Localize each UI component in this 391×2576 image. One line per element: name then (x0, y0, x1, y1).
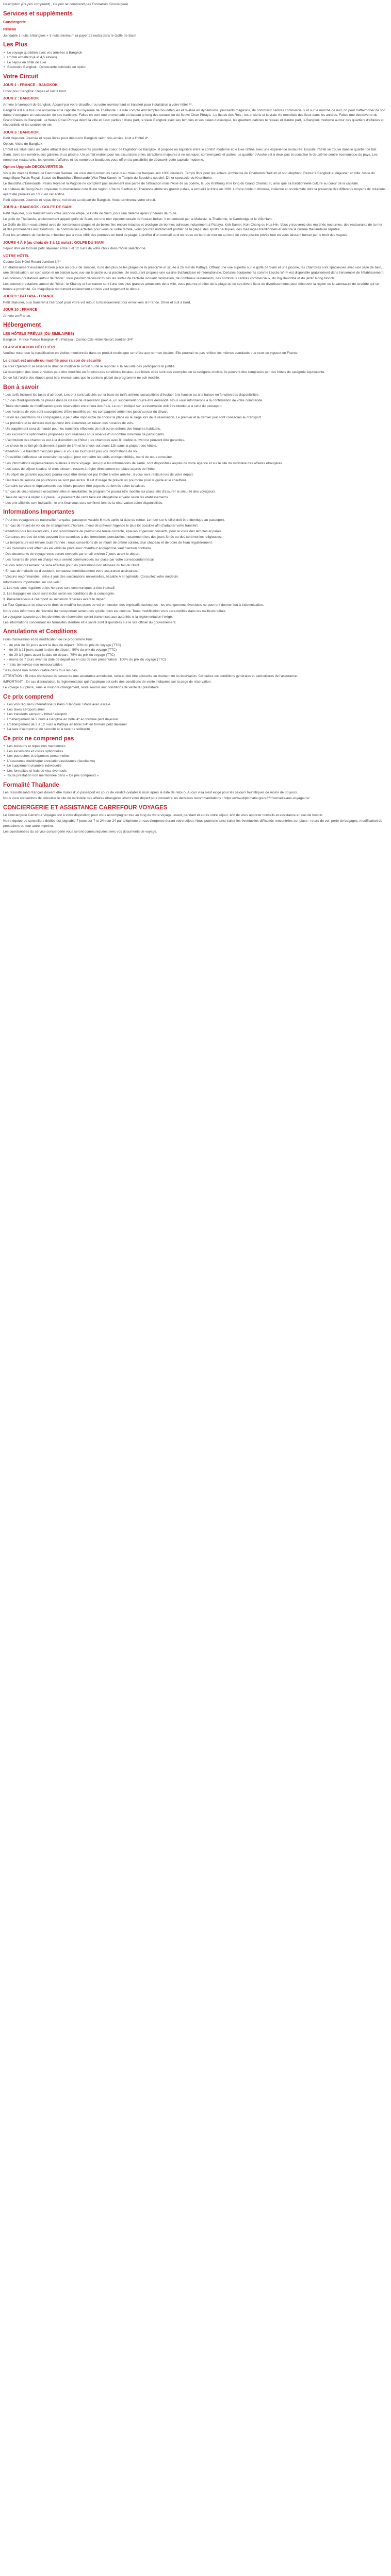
paragraph: * Les excursions optionnelles proposées sont réalisées sous réserve d'un nombre minimum de participants. (3, 433, 165, 437)
paragraph: * Pour les voyageurs de nationalité française, passeport valable 6 mois après la date de retour. Le nom sur le billet doit être identique au passeport. (3, 518, 225, 522)
list-item: • * frais de service non remboursables (7, 663, 386, 668)
section-heading: Formalité Thaïlande (3, 782, 59, 788)
paragraph: Pour les amateurs de farniente, n'hésitez pas à vous offrir des journées en bord de plage, à profiter d'un cocktail ou d'un repas en bord de mer ou au bord de votre piscine privée tout en vous laissant bercer par le bruit des vagues. (3, 233, 348, 238)
paragraph: * Vaccins recommandés : mise à jour des vaccinations universelles, hépatite A et typhoïde. Consultez votre médecin. (3, 575, 179, 579)
paragraph: Le Conciergerie Carrefour Voyages est à votre disposition pour vous accompagner tout au long de votre voyage, avant, pendant et après votre séjour, afin de vous apporter conseils et assistance en cas de besoin. (3, 814, 323, 818)
paragraph: ATTENTION : Si vous choisissez de souscrire une assurance annulation, celle-ci doit être souscrite au moment de la réservation. Consultez les conditions générales et particulières de l'assurance. (3, 674, 298, 679)
list-item: • Les excursions et visites optionnelles (7, 749, 386, 754)
document-body (3, 10, 386, 835)
paragraph: Nous vous conseillons de consulter le site du ministère des affaires étrangères avant votre départ pour connaître les dernières recommandations : https://www.diplomatie.gouv.fr/fr/conseils-aux-voyageurs/ (3, 796, 309, 801)
paragraph: Les bonnes prestations autour de l'hôtel : vous pourrez découvrir toutes les sortes de l'activité incluant l'animation, de nombreux restaurants, des nombreux centres commerciaux, du Big Bouddha et du jardin Nong Nooch. (3, 277, 335, 281)
paragraph: Nous vous informons de l'identité du transporteur aérien dès qu'elle nous est connue. Toute modification vous sera notifiée dans les meilleurs délais. (3, 609, 226, 613)
bullet-list (3, 50, 386, 70)
section-heading: Informations Importantes (3, 509, 75, 516)
list-item: • Les pourboires et dépenses personnelles (7, 754, 386, 759)
paragraph: Un établissement excellent et bien placé au cœur de Jomtien, l'une des plus belles plages de la presqu'île et située à 25 min de Pattaya. Offrant une vue superbe sur le golfe de Siam et une piscine, les chambres sont spacieuses avec une salle de bain, une climatisation, un coin salon et un balcon avec vue sur le jardin ou la piscine. Un restaurant propose une cuisine thaïlandaise et internationale. Certains équipements comme l'accès Wi-Fi est disponible gratuitement dans l'ensemble de l'établissement. (3, 266, 385, 275)
list-item: • Le séjour en hôtel de luxe (7, 60, 386, 65)
paragraph: 2. Les bagages en soute sont inclus selon les conditions de la compagnie. (3, 592, 115, 596)
paragraph: * Selon les conditions des compagnies, il peut être impossible de choisir la place ou le siège lors de la réservation. Le premier et le dernier jour sont consacrés au transport. (3, 416, 262, 420)
section-heading: Les Plus (3, 42, 28, 48)
paragraph: * Taxe de séjour à régler sur place. Le paiement de cette taxe est obligatoire et varie selon les établissements. (3, 495, 169, 499)
paragraph: Les coordonnées du service conciergerie vous seront communiquées avec vos documents de voyage. (3, 829, 157, 834)
paragraph: Option: Visite de Bangkok (3, 142, 42, 146)
subsection-heading: JOUR 10 : FRANCE (3, 307, 38, 312)
paragraph: * Des documents de voyage vous seront envoyés par email environ 7 jours avant le départ. (3, 552, 141, 556)
bullet-list (3, 643, 386, 668)
paragraph: * En cas de retard de vol ou de changement d'horaire, merci de prévenir l'agence le plus tôt possible afin d'adapter votre transfert. (3, 523, 199, 528)
subsection-heading: JOUR 2 : BANGKOK (3, 96, 39, 101)
paragraph: * Les tarifs incluent les taxes d'aéroport. Les prix sont calculés sur la base de tarifs aériens susceptibles d'évoluer à la hausse ou à la baisse en fonction des disponibilités. (3, 393, 259, 397)
paragraph: Joindable 1 nuits à Bangkok + 3 nuits minimum (à payer 22 nuits) dans le Golfe de Siam (3, 33, 136, 38)
list-item: • Les transferts aéroport / hôtel / aéroport (7, 712, 386, 717)
list-item: • Toute prestation non mentionnée dans « Ce prix comprend » (7, 773, 386, 778)
paragraph: Visite du marché flottant de Damnoen Saduak, où vous découvrirez les canaux au milieu de barques aux 1000 couleurs. Temps libre pour les achats. Ambiance de Chaïnatun Radium et son éléphant. Retour à Bangkok et déjeuner en ville. Visite du magnifique Palais Royal. Statue du Bouddha d'Émeraude (Wat Phra Kaew), le Temple du Bouddha couché. Dîner spectacle du Khanthoke. (3, 171, 375, 180)
paragraph: * Attention : Le transfert n'est pas prévu si vous ne fournissez pas vos informations de vol. (3, 450, 139, 454)
paragraph: Les informations concernant les formalités d'entrée et la santé sont disponibles sur le site officiel du gouvernement. (3, 620, 176, 624)
paragraph: Arrivée à l'aéroport de Bangkok. Accueil par votre chauffeur ou votre représentant et transfert pour installation à votre hôtel 4*. (3, 103, 193, 107)
paragraph: Petit déjeuner. Journée et repas libres, vol direct au départ de Bangkok. Vous terminerez votre circuit. (3, 198, 156, 202)
paragraph: Le voyageur accepte que les données de réservation soient transmises aux autorités si la réglementation l'exige. (3, 615, 173, 619)
list-item: • Les vols réguliers internationaux Paris / Bangkok / Paris avec escale (7, 702, 386, 707)
list-item: • Le voyage quotidien avec vos arrivées à Bangkok (7, 50, 386, 56)
paragraph: Cosmo Cde Hôtel Resort Jomtien 3/4* (3, 260, 61, 264)
paragraph: * Un supplément sera demandé pour les transferts effectués de nuit ou en dehors des horaires habituels. (3, 427, 161, 431)
section-heading: CONCIERGERIE ET ASSISTANCE CARREFOUR VOYAGES (3, 804, 168, 811)
paragraph: Frais d'annulation et de modification de ce programme Plus : (3, 637, 95, 641)
paragraph: * Aucun remboursement ne sera effectué pour les prestations non utilisées du fait du client. (3, 564, 140, 568)
list-item: • L'hébergement de 2 nuits à Bangkok en hôtel 4* en formule petit déjeuner (7, 717, 386, 722)
subsection-heading: VOTRE HÔTEL (3, 253, 30, 258)
list-item: • - de plus de 30 jours avant la date de départ : 30% du prix du voyage (TTC) (7, 643, 386, 648)
paragraph: Petit déjeuner. Journée et repas libres pour découvrir Bangkok selon vos envies. Nuit à l'hôtel 4*. (3, 137, 149, 141)
list-item: • Souvenirs Bangkok : Découverte culturelle en option (7, 65, 386, 70)
subsection-heading: JOUR 3 : BANGKOK (3, 129, 39, 134)
subsection-heading: Le circuit est annulé ou modifié pour raison de sécurité (3, 358, 101, 363)
paragraph: * En cas de circonstances exceptionnelles et inévitables, le programme pourra être modifié sur place afin d'assurer la sécurité des voyageurs. (3, 489, 217, 494)
paragraph: * Les informations réglementaires relatives à votre voyage, ainsi que les informations de santé, sont disponibles auprès de votre agence et sur le site du ministère des affaires étrangères. (3, 461, 284, 465)
list-item: • L'hébergement de 3 à 12 nuits à Pattaya en hôtel 3/4* en formule petit déjeuner (7, 722, 386, 727)
section-heading: Ce prix ne comprend pas (3, 735, 74, 742)
paragraph: * Les transferts sont effectués en véhicule privé avec chauffeur anglophone sauf mention contraire. (3, 547, 152, 551)
paragraph: * Attention pour les excursions, il est recommandé de prévoir une tenue correcte, épaules et genoux couverts, pour la visite des temples et palais. (3, 529, 222, 533)
section-heading: Annulations et Conditions (3, 629, 77, 635)
paragraph: Envol pour Bangkok. Repas et nuit à bord. (3, 89, 67, 93)
paragraph: Le golfe de Thaïlande, anciennement appelé golfe de Siam, est une mer épicontinentale de l'océan Indien. Il est entouré par la Malaisie, la Thaïlande, le Cambodge et le Viêt Nam. (3, 217, 273, 221)
paragraph: L'hôtel est situé dans un cadre attractif des échappements paisible au coeur de l'agitation de Bangkok. Il propose un équilibre entre le confort moderne et le luxe raffiné avec une expérience restaurée. Ensuite, l'hôtel se trouve dans le quartier de Bat Siam, avec ses nombreuses galeries et sa piscine. Un parfait endroit pour les excursions et les attractions majeures à ne manquer, commerçants et autres. Le quartier d'Asoke est à deux pas et constitue le deuxième centre économique du pays. Les nombreux restaurants, les centres d'affaires et les nombreux boutiques vous offrent la possibilité de découvrir cette capitale moderne. (3, 148, 378, 162)
paragraph: Arrivée en France. (3, 314, 31, 318)
subsection-heading: JOURS 4 À 9 (au choix de 3 à 12 nuits) : GOLFE DU SIAM (3, 240, 104, 245)
subsection-heading: Réseau (3, 27, 17, 32)
paragraph: Bangkok est à la fois une ancienne et la capitale du royaume de Thaïlande. La ville compte 400 temples bouddhiques et rivalise en dynamisme, puissants magasins, de nombreux centres commerciaux et sur le marché de nuit, on peut s'affaironner de son dame s'occupant en succession de ses traditions. Faites en sont une promenade en bateau le long des canaux ou du fleuve Chao Phraya ; Le fleuve des Rois : les anciens et la vraie vie mondiale des lieux dans les années. Faites une découverte du Grand Palais de Bangkok. Le fleuve Chao Phraya décrit la ville et deux parties : d'une part, le vieux Bangkok avec ses temples et ses palais d'Asiatique, les quartiers cabines le réseau et d'autre part, la Bangkok moderne autour des quartiers d'affaires et résidentiels et les centres de vie. (3, 108, 386, 127)
paragraph: Les bonnes prestations autour de l'hôtel : le Khanoy et l'art nature sont l'une des plus grandes attractions de la ville, vous pourrez profiter de la plage ou de ses divers lieux de divertissements pour découvrir la région ou le sanctuaire de la vérité qui se trouve à proximité. Ce magnifique monument entièrement en bois vaut largement le détour. (3, 282, 379, 291)
paragraph: 3. Présentez-vous à l'aéroport au minimum 3 heures avant le départ. (3, 598, 107, 602)
paragraph: Notre équipe de conseillers dédiée est joignable 7 jours sur 7 et 24h sur 24 par téléphone en cas d'urgence durant votre séjour. Nous pourrons ainsi traiter les éventuelles difficultés rencontrées sur place : retard de vol, perte de bagages, modification de prestations ou tout autre imprévu. (3, 819, 383, 828)
list-item: • La taxe d'aéroport et de sécurité et la taxe de solidarité (7, 727, 386, 732)
paragraph: * Les horaires de prise en charge vous seront communiqués sur place par votre correspondant local. (3, 558, 155, 562)
paragraph: * En cas de maladie ou d'accident, contactez immédiatement votre assurance assistance. (3, 569, 138, 573)
paragraph: * Certaines entrées de sites peuvent être soumises à des fermetures ponctuelles, notamment lors des jours fériés ou des cérémonies religieuses. (3, 535, 222, 539)
paragraph: Petit déjeuner, puis transfert à l'aéroport pour votre vol retour. Embarquement pour envol vers la France. Dîner et nuit à bord. (3, 300, 191, 304)
paragraph: Le Bouddha d'Émeraude, Palais Royal et la Pagode ne comptent pas seulement une partie de l'attraction mais l'Asie de sa poème, la Loy Krathong et le long du Grand Chaïnatun, ainsi que sa traditionnelle culture au coeur de la capitale. (3, 182, 359, 186)
paragraph: Les ressortissants français doivent être munis d'un passeport en cours de validité (valable 6 mois après la date de retour). Aucun visa n'est exigé pour les séjours touristiques de moins de 30 jours. (3, 791, 298, 795)
paragraph: La description des sites et visites peut être modifiée en fonction des conditions locales. Les hôtels cités sont des exemples de la catégorie choisie, ils peuvent être remplacés par des hôtels de catégorie équivalente. (3, 370, 325, 374)
paragraph: Petit déjeuner, puis transfert vers votre seconde étape, le Golfe de Siam, pour une détente après 2 heures de route. (3, 211, 177, 215)
paragraph: * Les prix affichés sont indicatifs ; le prix final vous sera confirmé lors de la réservation selon disponibilités. (3, 501, 164, 505)
section-heading: Ce prix comprend (3, 694, 54, 701)
paragraph: Bangkok : Prince Palace Bangkok 4* / Pattaya : Cosmo Cde Hôtel Resort Jomtien 3/4* (3, 337, 134, 342)
paragraph: Le Golfe de Siam vous attend avec de nombreuses plages et de belles îles encore intactes et prodigue de bonnes adresses notamment à Pattaya, Koh Samet, Koh Chang ou Hua Hin. Vous y trouverez des marchés nocturnes, des restaurants de la mer et des promenades aux alentours. De nombreuses activités pour vous ou votre famille, vous pourrez notamment profiter de la plage, des sports nautiques, des massages traditionnels et encore la cuisine thaïlandaise réputée. (3, 223, 383, 232)
paragraph: * La température est élevée toute l'année ; nous conseillons de se munir de crème solaire, d'un chapeau et de boire de l'eau régulièrement. (3, 540, 213, 545)
paragraph: * Les taxes de séjour locales, si elles existent, restent à régler directement sur place auprès de l'hôtel. (3, 467, 157, 471)
paragraph: * Possibilité d'effectuer un extension de séjour, pour connaître les tarifs et disponibilités, merci de nous consulter. (3, 455, 173, 460)
paragraph: IMPORTANT : En cas d'annulation, la réglementation qui s'applique est celle des conditions de vente indiquées sur la page de réservation. (3, 680, 212, 684)
subsection-heading: JOUR 4 : BANGKOK - GOLFE DE SIAM (3, 205, 72, 210)
paragraph: * En cas d'indisponibilité de places dans la classe de réservation prévue, un supplément pourra être demandé. Nous vous informerons à la confirmation de votre commande. (3, 399, 264, 403)
paragraph: De ce fait l'ordre des étapes peut être inversé sans que le contenu global du programme ne soit modifié. (3, 376, 160, 380)
paragraph: * Les horaires de vols sont susceptibles d'être modifiés par les compagnies aériennes jusqu'au jour du départ. (3, 410, 169, 414)
paragraph: 1. Les vols sont réguliers et les horaires sont communiqués à titre indicatif. (3, 586, 116, 590)
subsection-heading: JOUR 9 : PATTAYA - FRANCE (3, 294, 55, 299)
section-heading: Bon à savoir (3, 384, 39, 391)
paragraph: * Toute demande de modification après réservation entraînera des frais. Le nom indiqué sur la réservation doit être identique à celui du passeport. (3, 404, 223, 409)
subsection-heading: CLASSIFICATION HÔTELIÈRE (3, 344, 56, 349)
paragraph: Le Tour Opérateur se réserve le droit de modifier les plans de vol en fonction des impératifs techniques ; les changements éventuels ne pourront donner lieu à indemnisation. (3, 603, 264, 607)
bullet-list (3, 702, 386, 732)
section-heading: Services et suppléments (3, 10, 73, 17)
list-item: • Le supplément chambre individuelle (7, 764, 386, 769)
list-item: • L'assurance multirisque annulation/assistance (facultative) (7, 759, 386, 764)
paragraph: * La première et la dernière nuit peuvent être écourtées en raison des horaires de vols. (3, 421, 134, 426)
paragraph: Le voyage sur place, sans le moindre changement, reste soumis aux conditions de vente du prestataire. (3, 686, 160, 690)
breadcrumb[interactable]: Description (Ce prix comprend) ; Ce prix ne comprend pas Formalités Conciergerie (3, 3, 128, 6)
paragraph: Le château de Bang Pa-In, royaume du merveilleux cote d'une région. L'île de Sadhuk en Thailande abrite les grands palais, a accueilli le trône en 1991 à d'une couleur chinoise, indienne et occidentale dont la présence des différents moyens de créations ayant été prouvés en 1850 en cet édifice. (3, 188, 386, 196)
paragraph: * Le check-in se fait généralement à partir de 14h et le check-out avant 12h dans la plupart des hôtels. (3, 444, 157, 448)
section-heading: Votre Circuit (3, 73, 39, 80)
paragraph: * L'attribution des chambres est à la discrétion de l'hôtel ; les chambres avec lit double ou twin ne peuvent être garanties. (3, 438, 185, 443)
paragraph: Le Tour Opérateur se réserve le droit de modifier le circuit ou de le reporter si la sécurité des participants le justifie. (3, 364, 176, 368)
list-item: • Les formalités et frais de visa éventuels (7, 769, 386, 774)
paragraph: * Des frais de service ou pourboires ne sont pas inclus. Il est d'usage de prévoir un pourboire pour le guide et le chauffeur. (3, 478, 187, 482)
section-heading: Hébergement (3, 322, 41, 329)
paragraph: * Assurance non remboursable dans tous les cas. (3, 669, 78, 673)
document (0, 0, 389, 834)
paragraph: * Certains services et équipements des hôtels peuvent être payants ou fermés selon la saison. (3, 484, 145, 488)
paragraph: Informations importantes sur vos vols : (3, 581, 61, 585)
subsection-heading: Conciergerie (3, 19, 26, 24)
list-item: • L'hôtel excellent (4 et 4,5 étoiles) (7, 55, 386, 60)
list-item: • - de 20 à 8 jours avant la date de départ : 75% du prix du voyage (TTC) (7, 653, 386, 658)
paragraph: Veuillez noter que la classification en étoiles mentionnée dans ce produit touristique se réfère aux normes locales. Elle pourrait ne pas refléter les mêmes standards que ceux en vigueur en France. (3, 351, 299, 355)
list-item: • - moins de 7 jours avant la date de départ ou en cas de non présentation : 100% du prix du voyage (TTC) (7, 657, 386, 663)
paragraph: Séjour libre en formule petit déjeuner entre 3 et 12 nuits de votre choix dans l'hôtel sélectionné. (3, 247, 146, 251)
subsection-heading: Option Upgrade DECOUVERTE 3h (3, 164, 63, 170)
subsection-heading: JOUR 1 : FRANCE - BANGKOK (3, 82, 58, 88)
bullet-list (3, 744, 386, 778)
list-item: • Les taxes aéroportuaires (7, 707, 386, 713)
paragraph: * Un dépôt de garantie (caution) pourra vous être demandé par l'hôtel à votre arrivée ; il vous sera restitué lors de votre départ. (3, 472, 194, 477)
list-item: • - de 30 à 21 jours avant la date de départ : 50% du prix du voyage (TTC) (7, 648, 386, 653)
subsection-heading: LES HÔTELS PRÉVUS (OU SIMILAIRES) (3, 331, 74, 336)
list-item: • Les boissons et repas non mentionnés (7, 744, 386, 749)
